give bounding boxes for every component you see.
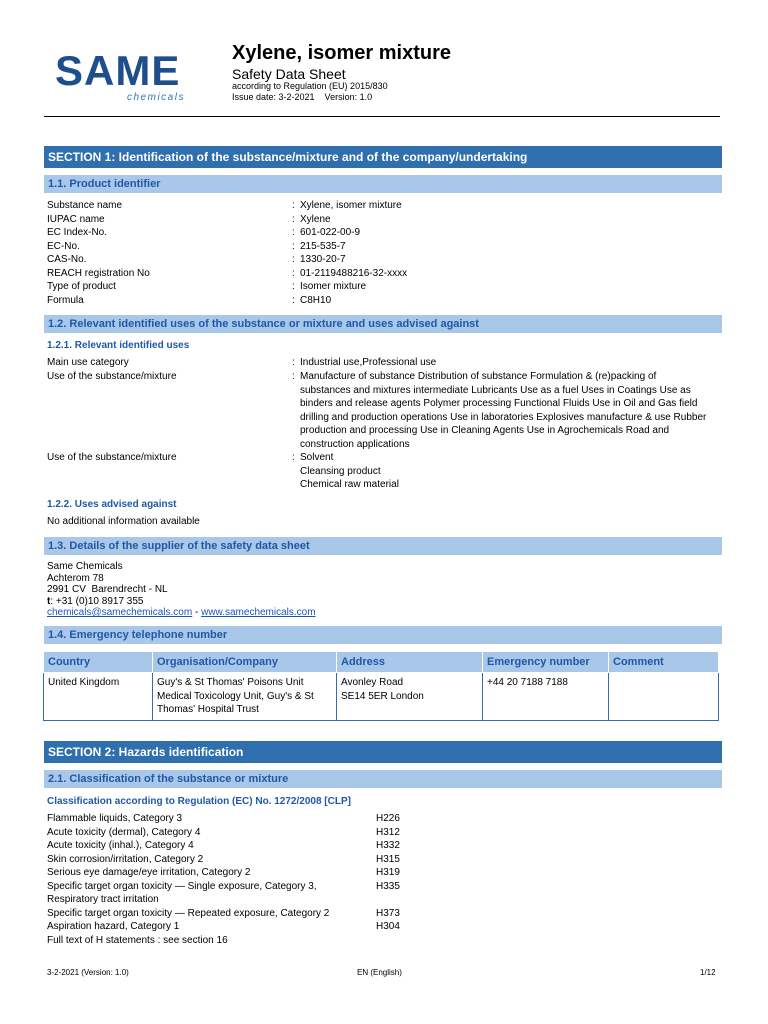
footer-language: EN (English) [357, 968, 402, 977]
subsection-1-4-header: 1.4. Emergency telephone number [44, 626, 722, 644]
value: 601-022-00-9 [300, 227, 361, 238]
document-meta [232, 81, 388, 103]
supplier-phone [47, 596, 316, 608]
supplier-street: Achterom 78 [47, 572, 104, 584]
h-code: H373 [376, 907, 400, 919]
value: Xylene, isomer mixture [300, 200, 402, 211]
cell-emergency-number: +44 20 7188 7188 [483, 673, 609, 721]
label: IUPAC name [47, 213, 105, 225]
hazard-label: Specific target organ toxicity — Repeated exposure, Category 2 [47, 907, 330, 919]
address-line: Avonley Road [341, 677, 404, 688]
subsection-1-2-1-header: 1.2.1. Relevant identified uses [47, 340, 190, 351]
label: Type of product [47, 281, 116, 292]
main-use-label: Main use category [47, 357, 129, 368]
use-line: production and processing Use in Cleaning Agents Use in Agrochemicals Road and [300, 425, 670, 436]
use-line: substances and mixtures intermediate Lubricants Use as a fuel Uses in Coatings Use as [300, 384, 691, 396]
product-identifier-colons: : : : : : : : : [292, 200, 295, 306]
colon: : [292, 357, 295, 368]
column-header-emergency-number: Emergency number [483, 652, 609, 673]
h-code: H304 [376, 921, 400, 932]
value: C8H10 [300, 294, 332, 306]
document-subtitle: Safety Data Sheet [232, 66, 346, 82]
label: Formula [47, 294, 84, 306]
uses-advised-against-text: No additional information available [47, 516, 200, 527]
use-line: Cleansing product [300, 465, 381, 477]
value: Xylene [300, 213, 331, 225]
document-title: Xylene, isomer mixture [232, 42, 451, 64]
product-identifier-labels [47, 199, 150, 307]
footer-date-version: 3-2-2021 (Version: 1.0) [47, 968, 129, 977]
org-line: Thomas' Hospital Trust [157, 704, 259, 715]
cell-comment [609, 673, 719, 721]
company-logo: SAME [55, 47, 181, 94]
product-identifier-values [300, 199, 720, 307]
section-2-header: SECTION 2: Hazards identification [44, 741, 722, 763]
column-header-country: Country [44, 652, 153, 673]
subsection-1-2-header: 1.2. Relevant identified uses of the substance or mixture and uses advised against [44, 315, 722, 333]
phone-prefix: t [47, 595, 51, 607]
column-header-comment: Comment [609, 652, 719, 673]
cell-organisation [153, 673, 337, 721]
supplier-name: Same Chemicals [47, 561, 123, 572]
value: 215-535-7 [300, 240, 346, 252]
hazard-label: Flammable liquids, Category 3 [47, 813, 183, 824]
value: 1330-20-7 [300, 254, 346, 265]
label: Substance name [47, 200, 123, 211]
supplier-details [47, 561, 316, 619]
hazard-label: Aspiration hazard, Category 1 [47, 921, 180, 932]
hazard-statement-codes [376, 812, 400, 934]
phone-number: : +31 (0)10 8917 355 [50, 595, 144, 607]
email-link[interactable]: chemicals@samechemicals.com [47, 607, 193, 618]
org-line: Guy's & St Thomas' Poisons Unit [157, 677, 304, 688]
h-code: H226 [376, 813, 400, 824]
supplier-contact-links [47, 607, 316, 619]
use-label-1: Use of the substance/mixture [47, 371, 177, 382]
value: Isomer mixture [300, 281, 367, 292]
value: 01-2119488216-32-xxxx [300, 267, 408, 279]
use-line: drilling and production operations Use in laboratories Explosives manufacture & use Rubber [300, 411, 707, 423]
footer-page-number: 1/12 [700, 968, 716, 977]
cell-address [337, 673, 483, 721]
table-header-row [44, 652, 719, 673]
supplier-city: 2991 CV Barendrecht - NL [47, 584, 168, 595]
h-code: H319 [376, 867, 400, 878]
subsection-1-1-header: 1.1. Product identifier [44, 175, 722, 193]
table-row [44, 673, 719, 721]
use-line: Chemical raw material [300, 479, 399, 490]
use-label-2: Use of the substance/mixture [47, 452, 177, 463]
subsection-1-2-2-header: 1.2.2. Uses advised against [47, 499, 177, 510]
cell-country: United Kingdom [44, 673, 153, 721]
label: EC Index-No. [47, 227, 108, 238]
address-line: SE14 5ER London [341, 690, 424, 702]
website-link[interactable]: www.samechemicals.com [201, 607, 316, 618]
org-line: Medical Toxicology Unit, Guy's & St [157, 690, 314, 702]
use-value-1 [300, 370, 720, 451]
hazard-label: Skin corrosion/irritation, Category 2 [47, 853, 204, 865]
main-use-value: Industrial use,Professional use [300, 357, 437, 368]
hazard-label: Serious eye damage/eye irritation, Category 2 [47, 867, 251, 878]
use-value-2 [300, 451, 720, 492]
hazard-label: Acute toxicity (dermal), Category 4 [47, 826, 201, 838]
column-header-organisation: Organisation/Company [153, 652, 337, 673]
h-code: H315 [376, 853, 400, 865]
section-1-header: SECTION 1: Identification of the substance/mixture and of the company/undertaking [44, 146, 722, 168]
label: EC-No. [47, 240, 80, 252]
hazard-label-continued: Respiratory tract irritation [47, 894, 159, 905]
colon: : [292, 452, 295, 463]
use-line: Manufacture of substance Distribution of substance Formulation & (re)packing of [300, 371, 657, 382]
company-logo-subtitle: chemicals [127, 92, 185, 103]
regulation-text: according to Regulation (EU) 2015/830 [232, 81, 388, 91]
use-line: binders and release agents Polymer processing Functional Fluids Use in Oil and Gas field [300, 398, 698, 409]
use-line: Solvent [300, 452, 334, 463]
h-code: H332 [376, 840, 400, 851]
h-code: H312 [376, 826, 400, 838]
subsection-2-1-header: 2.1. Classification of the substance or mixture [44, 770, 722, 788]
clp-classification-title: Classification according to Regulation (EC) No. 1272/2008 [CLP] [47, 796, 351, 807]
full-text-reference: Full text of H statements : see section 16 [47, 934, 228, 946]
label: REACH registration No [47, 267, 150, 279]
subsection-1-3-header: 1.3. Details of the supplier of the safety data sheet [44, 537, 722, 555]
colon: : [292, 371, 295, 382]
h-code: H335 [376, 880, 400, 892]
hazard-label: Acute toxicity (inhal.), Category 4 [47, 840, 194, 851]
header-divider [44, 116, 720, 117]
label: CAS-No. [47, 254, 87, 265]
link-separator: - [192, 607, 202, 618]
emergency-contact-table [43, 651, 719, 721]
hazard-classification-labels [47, 812, 329, 947]
issue-date-text: Issue date: 3-2-2021 Version: 1.0 [232, 92, 373, 102]
hazard-label: Specific target organ toxicity — Single exposure, Category 3, [47, 880, 317, 892]
column-header-address: Address [337, 652, 483, 673]
use-line: construction applications [300, 438, 410, 450]
